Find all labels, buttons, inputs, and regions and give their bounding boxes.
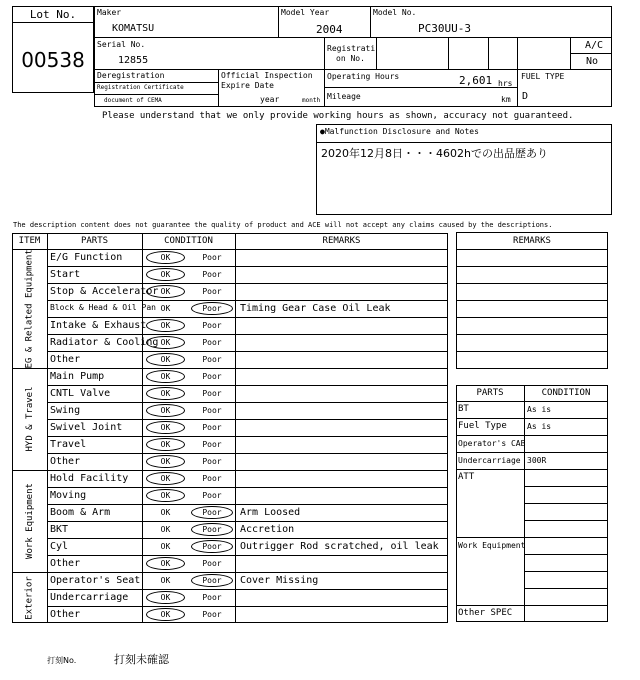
ok-label: OK	[160, 474, 171, 483]
poor-label: Poor	[202, 576, 222, 585]
poor-label: Poor	[202, 355, 222, 364]
undercarriage-value: 300R	[527, 456, 547, 465]
table-row-part: Swivel Joint	[50, 422, 123, 433]
ok-label: OK	[160, 457, 171, 466]
header-parts: PARTS	[80, 236, 109, 246]
poor-label: Poor	[202, 423, 222, 432]
poor-label: Poor	[202, 440, 222, 449]
att-label: ATT	[458, 472, 475, 482]
poor-selected-circle	[191, 540, 233, 553]
hrs-label: hrs	[498, 79, 513, 88]
model-year-value: 2004	[316, 23, 343, 36]
bt-label: BT	[458, 404, 469, 414]
header-condition: CONDITION	[164, 236, 213, 246]
lot-no-label: Lot No.	[29, 8, 77, 21]
table-row-remark: Arm Loosed	[240, 507, 301, 518]
ok-label: OK	[160, 406, 171, 415]
inspection-label-2: Expire Date	[221, 81, 274, 90]
registration-certificate-label: Registration Certificate	[97, 84, 184, 91]
table-row-part: BKT	[50, 524, 69, 535]
stamp-no-label: 打刻No.	[47, 656, 77, 665]
table-row-part: Cyl	[50, 541, 69, 552]
header-remarks: REMARKS	[322, 236, 361, 246]
stamp-no-value: 打刻未確認	[114, 653, 169, 666]
poor-selected-circle	[191, 523, 233, 536]
poor-label: Poor	[202, 406, 222, 415]
ok-label: OK	[160, 321, 171, 330]
poor-label: Poor	[202, 474, 222, 483]
ok-label: OK	[160, 270, 171, 279]
other-spec-label: Other SPEC	[458, 608, 513, 618]
cema-label: document of CEMA	[104, 97, 162, 104]
table-row-part: Travel	[50, 439, 87, 450]
fuel-type-right-value: As is	[527, 422, 552, 431]
year-label: year	[260, 95, 280, 104]
ok-selected-circle	[146, 421, 185, 434]
maker-label: Maker	[97, 8, 122, 17]
table-row-part: Stop & Accelerator	[50, 286, 159, 297]
bt-value: As is	[527, 405, 552, 414]
group-label: Exterior	[24, 575, 35, 620]
table-row-part: Block & Head & Oil Pan	[50, 303, 156, 312]
table-row-remark: Timing Gear Case Oil Leak	[240, 303, 391, 314]
table-row-remark: Outrigger Rod scratched, oil leak	[240, 541, 439, 552]
ok-selected-circle	[146, 336, 185, 349]
work-equipment-right-label: Work Equipment	[458, 541, 526, 550]
poor-selected-circle	[191, 574, 233, 587]
table-row-part: Swing	[50, 405, 81, 416]
undercarriage-label: Undercarriage	[458, 456, 521, 465]
poor-label: Poor	[202, 491, 222, 500]
month-label: month	[302, 97, 321, 104]
ok-selected-circle	[146, 370, 185, 383]
table-row-part: Other	[50, 609, 81, 620]
poor-label: Poor	[202, 542, 222, 551]
ok-selected-circle	[146, 591, 185, 604]
ok-label: OK	[160, 304, 171, 313]
poor-label: Poor	[202, 457, 222, 466]
malfunction-box	[316, 124, 612, 215]
table-row-part: E/G Function	[50, 252, 123, 263]
table-row-remark: Cover Missing	[240, 575, 319, 586]
table-row-part: Main Pump	[50, 371, 105, 382]
table-row-part: CNTL Valve	[50, 388, 111, 399]
registration-label-2: on No.	[336, 54, 365, 63]
ok-label: OK	[160, 525, 171, 534]
ok-selected-circle	[146, 438, 185, 451]
table-row-part: Moving	[50, 490, 87, 501]
ok-label: OK	[160, 508, 171, 517]
ok-label: OK	[160, 287, 171, 296]
ok-label: OK	[160, 576, 171, 585]
operators-cab-label: Operator's CAB	[458, 439, 526, 448]
maker-value: KOMATSU	[112, 23, 155, 34]
registration-label-1: Registrati	[327, 44, 376, 53]
ok-selected-circle	[146, 489, 185, 502]
group-label: EG & Related Equipment	[24, 248, 35, 368]
ac-label: A/C	[585, 40, 604, 51]
right-parts-header: PARTS	[476, 388, 504, 398]
right-condition-header: CONDITION	[541, 388, 591, 398]
header-item: ITEM	[18, 236, 41, 246]
poor-label: Poor	[202, 610, 222, 619]
ok-label: OK	[160, 610, 171, 619]
fuel-type-label: FUEL TYPE	[521, 72, 565, 81]
ok-selected-circle	[146, 251, 185, 264]
poor-label: Poor	[202, 338, 222, 347]
poor-label: Poor	[202, 559, 222, 568]
ok-label: OK	[160, 440, 171, 449]
ok-label: OK	[160, 389, 171, 398]
ok-label: OK	[160, 372, 171, 381]
lot-no-value: 00538	[21, 48, 85, 72]
group-label: Work Equipment	[24, 483, 35, 559]
ok-selected-circle	[146, 404, 185, 417]
model-year-label: Model Year	[281, 8, 330, 17]
ok-selected-circle	[146, 353, 185, 366]
ok-label: OK	[160, 423, 171, 432]
ac-value: No	[586, 56, 599, 67]
fuel-type-value: D	[522, 91, 529, 102]
poor-label: Poor	[202, 525, 222, 534]
table-row-part: Undercarriage	[50, 592, 129, 603]
model-no-value: PC30UU-3	[418, 22, 471, 35]
ok-label: OK	[160, 491, 171, 500]
table-row-part: Operator's Seat	[50, 575, 141, 586]
ok-selected-circle	[146, 319, 185, 332]
serial-no-value: 12855	[118, 55, 149, 66]
ok-selected-circle	[146, 557, 185, 570]
table-row-part: Radiator & Cooling	[50, 337, 159, 348]
ok-selected-circle	[146, 285, 185, 298]
poor-label: Poor	[202, 593, 222, 602]
poor-label: Poor	[202, 372, 222, 381]
ok-label: OK	[160, 593, 171, 602]
ok-selected-circle	[146, 387, 185, 400]
table-row-part: Intake & Exhaust	[50, 320, 147, 331]
poor-label: Poor	[202, 508, 222, 517]
poor-selected-circle	[191, 302, 233, 315]
table-row-part: Other	[50, 456, 81, 467]
malfunction-title: ●Malfunction Disclosure and Notes	[320, 127, 479, 136]
hours-notice: Please understand that we only provide working hours as shown, accuracy not guaranteed.	[102, 111, 574, 121]
malfunction-text: 2020年12月8日・・・4602hでの出品歴あり	[321, 147, 548, 160]
operating-hours-value: 2,601	[459, 74, 493, 87]
table-row-part: Start	[50, 269, 81, 280]
deregistration-label: Deregistration	[97, 71, 165, 80]
ok-selected-circle	[146, 472, 185, 485]
operating-hours-label: Operating Hours	[327, 72, 400, 81]
right-remarks-header: REMARKS	[513, 236, 551, 246]
ok-label: OK	[160, 355, 171, 364]
km-label: km	[501, 95, 511, 104]
mileage-label: Mileage	[327, 92, 361, 101]
poor-label: Poor	[202, 304, 222, 313]
ok-label: OK	[160, 253, 171, 262]
poor-label: Poor	[202, 253, 222, 262]
ok-selected-circle	[146, 455, 185, 468]
group-label: HYD & Travel	[24, 386, 35, 452]
table-row-part: Other	[50, 558, 81, 569]
table-row-part: Other	[50, 354, 81, 365]
serial-no-label: Serial No.	[97, 40, 146, 49]
model-no-label: Model No.	[373, 8, 417, 17]
table-row-part: Hold Facility	[50, 473, 129, 484]
ok-selected-circle	[146, 268, 185, 281]
ok-label: OK	[160, 559, 171, 568]
poor-label: Poor	[202, 287, 222, 296]
poor-label: Poor	[202, 389, 222, 398]
ok-label: OK	[160, 542, 171, 551]
fuel-type-right-label: Fuel Type	[458, 421, 507, 431]
table-row-part: Boom & Arm	[50, 507, 111, 518]
poor-selected-circle	[191, 506, 233, 519]
ok-label: OK	[160, 338, 171, 347]
poor-label: Poor	[202, 321, 222, 330]
poor-label: Poor	[202, 270, 222, 279]
table-row-remark: Accretion	[240, 524, 295, 535]
ok-selected-circle	[146, 608, 185, 621]
inspection-label-1: Official Inspection	[221, 71, 313, 80]
disclaimer: The description content does not guarantee the quality of product and ACE will not accept any claims caused by the descriptions.	[13, 221, 553, 229]
